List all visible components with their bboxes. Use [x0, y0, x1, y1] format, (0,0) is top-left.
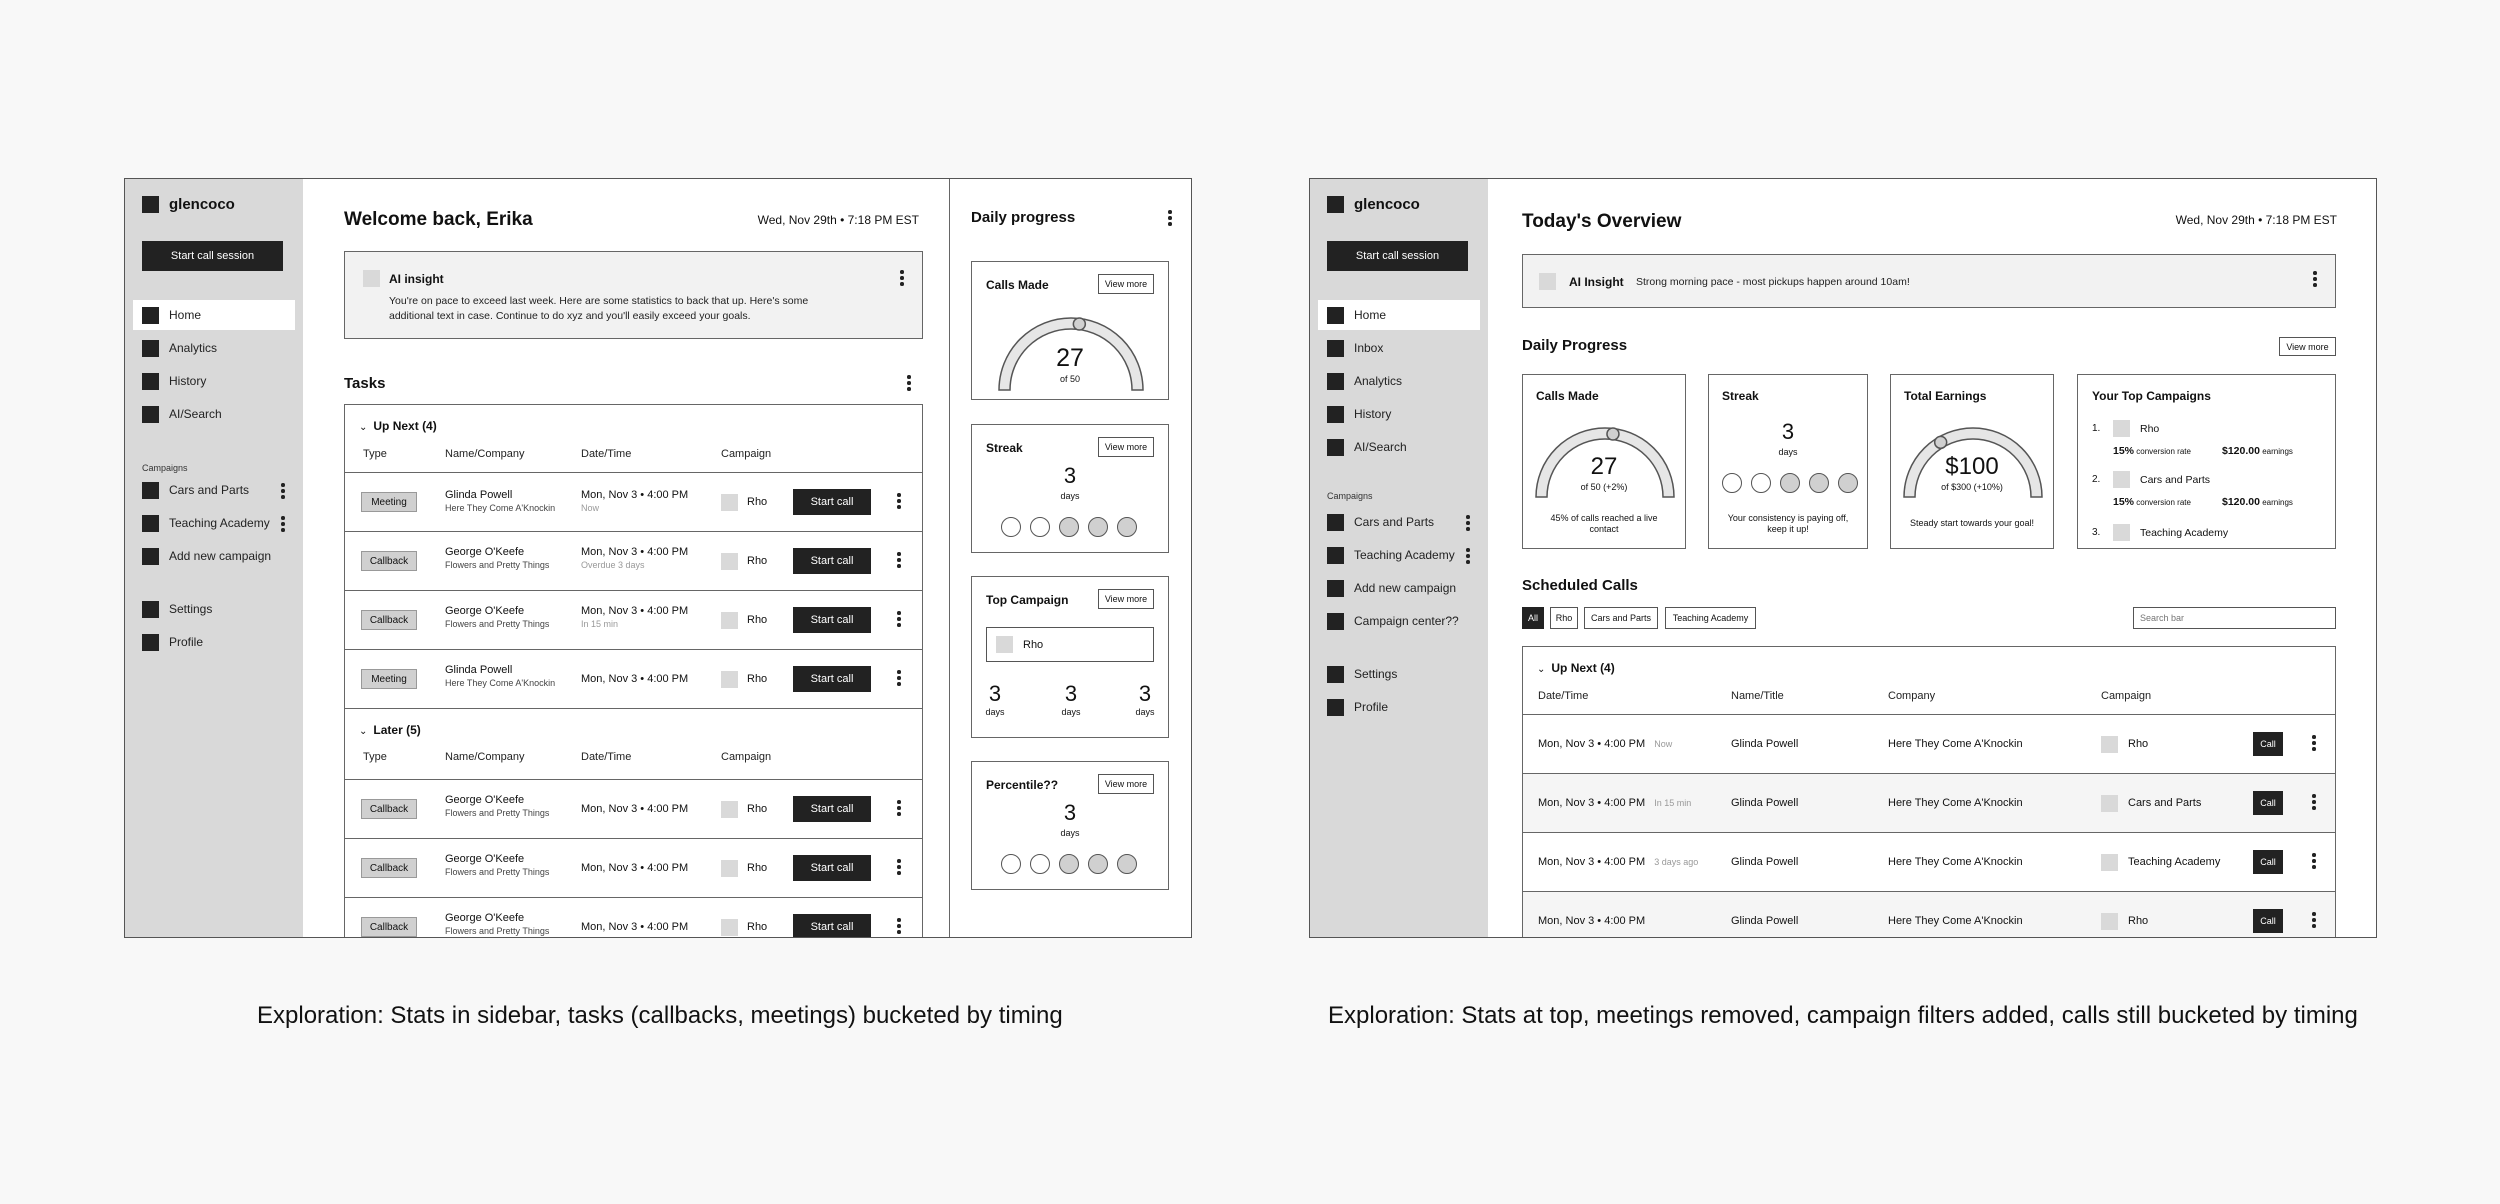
sidebar: [1310, 179, 1488, 937]
exploration-b-frame: [1309, 178, 2377, 938]
view-more-button[interactable]: View more: [1098, 437, 1154, 457]
gauge-knob: [1935, 436, 1947, 448]
ai-search-icon: [1327, 439, 1344, 456]
home-icon: [1327, 307, 1344, 324]
campaign-icon: [142, 515, 159, 532]
contact-name: Glinda Powell: [1731, 738, 1799, 750]
filter-chip-cars-and-parts[interactable]: Cars and Parts: [1584, 607, 1658, 629]
call-timing-note: Now: [1654, 739, 1673, 749]
table-row[interactable]: [1523, 773, 2335, 832]
top-campaign-name: Rho: [1023, 638, 1044, 651]
ai-insight-options-icon[interactable]: [898, 270, 906, 286]
profile-icon: [1327, 699, 1344, 716]
analytics-icon: [1327, 373, 1344, 390]
table-row[interactable]: [345, 531, 922, 590]
table-row[interactable]: [1523, 714, 2335, 773]
sidebar-item-profile[interactable]: Profile: [133, 627, 295, 657]
campaign-center-icon: [1327, 613, 1344, 630]
start-call-button[interactable]: Start call: [793, 607, 871, 633]
day-circle-filled: [1088, 854, 1108, 874]
row-options-icon[interactable]: [2310, 912, 2318, 928]
day-circle-empty: [1001, 854, 1021, 874]
sidebar: [125, 179, 303, 937]
campaign-icon: [2113, 420, 2130, 437]
type-badge: Callback: [361, 799, 417, 819]
analytics-icon: [142, 340, 159, 357]
row-options-icon[interactable]: [895, 918, 903, 934]
campaign-rank: 1.: [2092, 423, 2101, 434]
top-campaigns-title: Your Top Campaigns: [2092, 389, 2211, 403]
type-badge: Callback: [361, 610, 417, 630]
total-earnings-card: [1890, 374, 2054, 549]
chevron-down-icon: ⌄: [359, 726, 368, 737]
call-timing-note: 3 days ago: [1654, 857, 1699, 867]
day-circle-filled: [1838, 473, 1858, 493]
inbox-icon: [1327, 340, 1344, 357]
calls-made-card: [971, 261, 1169, 400]
campaign-name[interactable]: Rho: [2140, 423, 2160, 435]
contact-name: George O'Keefe: [445, 853, 525, 865]
percentile-title: Percentile??: [986, 778, 1059, 792]
later-group[interactable]: ⌄ Later (5): [359, 723, 421, 737]
stats-divider: [949, 179, 950, 937]
contact-name: George O'Keefe: [445, 794, 525, 806]
campaign-name: Rho: [747, 673, 768, 685]
call-button[interactable]: Call: [2253, 850, 2283, 874]
campaign-icon: [1327, 547, 1344, 564]
current-datetime: Wed, Nov 29th • 7:18 PM EST: [2175, 213, 2337, 227]
call-datetime: Mon, Nov 3 • 4:00 PM: [1538, 856, 1646, 868]
daily-progress-title: Daily Progress: [1522, 337, 1628, 354]
campaign-name: Rho: [747, 921, 768, 933]
call-datetime: Mon, Nov 3 • 4:00 PM: [1538, 738, 1646, 750]
earnings-value: $120.00: [2222, 445, 2260, 457]
contact-company: Here They Come A'Knockin: [1888, 738, 2023, 750]
contact-name: Glinda Powell: [445, 489, 513, 501]
contact-company: Here They Come A'Knockin: [1888, 856, 2023, 868]
campaign-name: Cars and Parts: [2128, 797, 2202, 809]
campaign-icon: [721, 671, 738, 688]
app-logo[interactable]: glencoco: [1327, 196, 1420, 213]
view-more-button[interactable]: View more: [1098, 274, 1154, 294]
call-datetime: Mon, Nov 3 • 4:00 PM: [1538, 797, 1646, 809]
search-input[interactable]: [2133, 607, 2336, 629]
day-circle-empty: [1030, 517, 1050, 537]
campaign-icon: [721, 494, 738, 511]
ai-insight-icon: [1539, 273, 1556, 290]
campaign-name[interactable]: Cars and Parts: [2140, 474, 2211, 486]
contact-company: Flowers and Pretty Things: [445, 560, 550, 570]
streak-value: 3: [1781, 419, 1795, 444]
contact-name: Glinda Powell: [1731, 915, 1799, 927]
daily-progress-options-icon[interactable]: [1166, 210, 1174, 226]
calls-made-value: 27: [1056, 344, 1084, 372]
sidebar-item-analytics[interactable]: Analytics: [1318, 366, 1480, 396]
campaign-stat-unit: days: [985, 707, 1005, 717]
col-name-company: Name/Company: [445, 751, 525, 763]
call-button[interactable]: Call: [2253, 791, 2283, 815]
task-datetime: Mon, Nov 3 • 4:00 PM: [581, 546, 689, 558]
contact-company: Here They Come A'Knockin: [445, 678, 556, 688]
row-options-icon[interactable]: [895, 800, 903, 816]
campaign-stat-unit: days: [1061, 707, 1081, 717]
start-call-button[interactable]: Start call: [793, 914, 871, 938]
call-button[interactable]: Call: [2253, 909, 2283, 933]
table-row[interactable]: [345, 897, 922, 938]
calls-made-card: [1522, 374, 1686, 549]
type-badge: Callback: [361, 551, 417, 571]
task-datetime: Mon, Nov 3 • 4:00 PM: [581, 803, 689, 815]
ai-insight-icon: [363, 270, 380, 287]
campaign-options-icon[interactable]: [1464, 548, 1472, 564]
scheduled-calls-table: [1522, 646, 2336, 938]
col-campaign: Campaign: [2101, 690, 2152, 702]
sidebar-add-new-campaign[interactable]: Add new campaign: [1318, 573, 1480, 603]
col-date-time: Date/Time: [1538, 690, 1589, 702]
type-badge: Callback: [361, 858, 417, 878]
col-date-time: Date/Time: [581, 448, 632, 460]
row-options-icon[interactable]: [895, 859, 903, 875]
sidebar-item-history[interactable]: History: [1318, 399, 1480, 429]
home-icon: [142, 307, 159, 324]
task-datetime: Mon, Nov 3 • 4:00 PM: [581, 605, 689, 617]
campaign-name: Rho: [747, 555, 768, 567]
view-more-button[interactable]: View more: [1098, 589, 1154, 609]
day-circle-filled: [1088, 517, 1108, 537]
settings-icon: [142, 601, 159, 618]
campaign-name: Rho: [747, 803, 768, 815]
ai-insight-panel: [344, 251, 923, 339]
table-row[interactable]: [345, 779, 922, 838]
sidebar-item-home[interactable]: Home: [133, 300, 295, 330]
campaign-name[interactable]: Teaching Academy: [2140, 527, 2229, 539]
tasks-options-icon[interactable]: [905, 375, 913, 391]
calls-made-goal: of 50 (+2%): [1580, 482, 1628, 492]
campaign-icon: [142, 482, 159, 499]
streak-value: 3: [1063, 463, 1077, 488]
gauge-knob: [1073, 318, 1085, 330]
sidebar-item-ai-search[interactable]: AI/Search: [1318, 432, 1480, 462]
history-icon: [142, 373, 159, 390]
campaigns-header: Campaigns: [142, 463, 188, 473]
start-call-button[interactable]: Start call: [793, 548, 871, 574]
chevron-down-icon: ⌄: [359, 422, 368, 433]
contact-company: Here They Come A'Knockin: [1888, 915, 2023, 927]
day-circle-filled: [1780, 473, 1800, 493]
sidebar-add-new-campaign[interactable]: Add new campaign: [133, 541, 295, 571]
col-company: Company: [1888, 690, 1936, 702]
filter-chip-all[interactable]: All: [1522, 607, 1544, 629]
task-datetime: Mon, Nov 3 • 4:00 PM: [581, 921, 689, 933]
campaign-icon: [721, 612, 738, 629]
campaign-icon: [2101, 736, 2118, 753]
campaign-stat-unit: days: [1135, 707, 1155, 717]
scheduled-calls-title: Scheduled Calls: [1522, 577, 1638, 594]
current-datetime: Wed, Nov 29th • 7:18 PM EST: [757, 213, 919, 227]
campaign-stat-value: 3: [988, 681, 1002, 706]
task-datetime: Mon, Nov 3 • 4:00 PM: [581, 489, 689, 501]
calls-made-title: Calls Made: [986, 278, 1049, 292]
start-call-session-button[interactable]: Start call session: [142, 241, 283, 271]
table-row[interactable]: [345, 590, 922, 649]
col-name-title: Name/Title: [1731, 690, 1784, 702]
add-campaign-icon: [1327, 580, 1344, 597]
campaign-icon: [721, 801, 738, 818]
sidebar-item-home[interactable]: Home: [1318, 300, 1480, 330]
sidebar-item-settings[interactable]: Settings: [1318, 659, 1480, 689]
contact-name: George O'Keefe: [445, 912, 525, 924]
call-timing-note: In 15 min: [1654, 798, 1692, 808]
total-earnings-goal: of $300 (+10%): [1941, 482, 2003, 492]
day-circle-filled: [1059, 517, 1079, 537]
ai-search-icon: [142, 406, 159, 423]
campaign-icon: [2101, 913, 2118, 930]
contact-name: Glinda Powell: [445, 664, 513, 676]
view-more-button[interactable]: View more: [2279, 337, 2336, 356]
earnings-value: $120.00: [2222, 496, 2260, 508]
top-campaign-title: Top Campaign: [986, 593, 1069, 607]
calls-made-goal: of 50: [1059, 374, 1081, 384]
tasks-title: Tasks: [344, 375, 386, 392]
streak-unit: days: [1060, 491, 1080, 501]
col-campaign: Campaign: [721, 448, 772, 460]
sidebar-item-inbox[interactable]: Inbox: [1318, 333, 1480, 363]
view-more-button[interactable]: View more: [1098, 774, 1154, 794]
sidebar-campaign-cars-and-parts[interactable]: Cars and Parts: [133, 475, 295, 505]
sidebar-campaign-teaching-academy[interactable]: Teaching Academy: [133, 508, 295, 538]
col-type: Type: [363, 448, 387, 460]
task-datetime: Mon, Nov 3 • 4:00 PM: [581, 673, 689, 685]
streak-note: Your consistency is paying off, keep it up!: [1727, 513, 1849, 535]
campaign-options-icon[interactable]: [279, 516, 287, 532]
type-badge: Meeting: [361, 669, 417, 689]
campaign-icon: [1327, 514, 1344, 531]
contact-name: George O'Keefe: [445, 546, 525, 558]
caption-exploration-b: Exploration: Stats at top, meetings removed, campaign filters added, calls still bucketed by timing: [1328, 1002, 2358, 1029]
table-row[interactable]: [1523, 891, 2335, 938]
campaign-icon: [2101, 795, 2118, 812]
campaign-name: Rho: [747, 496, 768, 508]
sidebar-campaign-center[interactable]: Campaign center??: [1318, 606, 1480, 636]
ai-insight-title: AI Insight: [1569, 275, 1624, 289]
conversion-rate-label: conversion rate: [2136, 447, 2191, 456]
campaign-icon: [721, 860, 738, 877]
up-next-group[interactable]: ⌄ Up Next (4): [359, 419, 437, 433]
ai-insight-panel: [1522, 254, 2336, 308]
contact-company: Here They Come A'Knockin: [445, 503, 556, 513]
gauge-knob: [1607, 428, 1619, 440]
conversion-rate-value: 15%: [2113, 445, 2135, 457]
start-call-button[interactable]: Start call: [793, 796, 871, 822]
profile-icon: [142, 634, 159, 651]
percentile-card: [971, 761, 1169, 890]
campaign-options-icon[interactable]: [279, 483, 287, 499]
campaign-icon: [2113, 524, 2130, 541]
start-call-button[interactable]: Start call: [793, 489, 871, 515]
task-timing-note: Now: [581, 503, 600, 513]
campaign-name: Rho: [2128, 915, 2149, 927]
contact-company: Flowers and Pretty Things: [445, 808, 550, 818]
row-options-icon[interactable]: [895, 493, 903, 509]
calls-made-note: 45% of calls reached a live contact: [1550, 513, 1658, 535]
task-timing-note: In 15 min: [581, 619, 619, 629]
start-call-button[interactable]: Start call: [793, 666, 871, 692]
total-earnings-title: Total Earnings: [1904, 389, 1987, 403]
task-timing-note: Overdue 3 days: [581, 560, 645, 570]
daily-progress-title: Daily progress: [971, 209, 1076, 226]
ai-insight-options-icon[interactable]: [2311, 271, 2319, 287]
sidebar-campaign-teaching-academy[interactable]: Teaching Academy: [1318, 540, 1480, 570]
logo-icon: [1327, 196, 1344, 213]
start-call-button[interactable]: Start call: [793, 855, 871, 881]
calls-made-title: Calls Made: [1536, 389, 1599, 403]
campaign-name: Teaching Academy: [2128, 856, 2221, 868]
task-datetime: Mon, Nov 3 • 4:00 PM: [581, 862, 689, 874]
call-button[interactable]: Call: [2253, 732, 2283, 756]
settings-icon: [1327, 666, 1344, 683]
row-options-icon[interactable]: [895, 611, 903, 627]
streak-card: [971, 424, 1169, 553]
total-earnings-value: $100: [1945, 453, 1999, 480]
start-call-session-button[interactable]: Start call session: [1327, 241, 1468, 271]
earnings-label: earnings: [2262, 447, 2293, 456]
sidebar-item-ai-search[interactable]: AI/Search: [133, 399, 295, 429]
contact-name: Glinda Powell: [1731, 856, 1799, 868]
history-icon: [1327, 406, 1344, 423]
row-options-icon[interactable]: [2310, 735, 2318, 751]
earnings-label: earnings: [2262, 498, 2293, 507]
contact-name: Glinda Powell: [1731, 797, 1799, 809]
streak-card: [1708, 374, 1868, 549]
day-circle-empty: [1030, 854, 1050, 874]
logo-icon: [142, 196, 159, 213]
percentile-indicator: [1001, 854, 1137, 874]
page-title: Welcome back, Erika: [344, 209, 533, 230]
contact-name: George O'Keefe: [445, 605, 525, 617]
col-date-time: Date/Time: [581, 751, 632, 763]
sidebar-item-profile[interactable]: Profile: [1318, 692, 1480, 722]
call-datetime: Mon, Nov 3 • 4:00 PM: [1538, 915, 1646, 927]
up-next-group[interactable]: ⌄ Up Next (4): [1537, 661, 1615, 675]
ai-insight-text: Strong morning pace - most pickups happen around 10am!: [1636, 276, 1910, 288]
add-campaign-icon: [142, 548, 159, 565]
row-options-icon[interactable]: [895, 552, 903, 568]
campaign-name: Rho: [2128, 738, 2149, 750]
contact-company: Flowers and Pretty Things: [445, 619, 550, 629]
sidebar-campaign-cars-and-parts[interactable]: Cars and Parts: [1318, 507, 1480, 537]
campaign-icon: [2101, 854, 2118, 871]
chevron-down-icon: ⌄: [1537, 664, 1546, 675]
filter-chip-teaching-academy[interactable]: Teaching Academy: [1665, 607, 1756, 629]
campaign-options-icon[interactable]: [1464, 515, 1472, 531]
streak-unit: days: [1778, 447, 1798, 457]
ai-insight-text: You're on pace to exceed last week. Here are some statistics to back that up. Here's some additional text in case. Continue to do xyz and you'll easily exceed your goals.: [389, 295, 809, 322]
day-circle-filled: [1059, 854, 1079, 874]
day-circle-filled: [1117, 854, 1137, 874]
row-options-icon[interactable]: [895, 670, 903, 686]
day-circle-empty: [1751, 473, 1771, 493]
streak-days-indicator: [1001, 517, 1137, 537]
campaign-icon: [2113, 471, 2130, 488]
day-circle-filled: [1117, 517, 1137, 537]
contact-company: Flowers and Pretty Things: [445, 867, 550, 877]
campaign-icon: [721, 919, 738, 936]
exploration-a-frame: [124, 178, 1192, 938]
sidebar-item-history[interactable]: History: [133, 366, 295, 396]
table-row[interactable]: [345, 838, 922, 897]
percentile-unit: days: [1060, 828, 1080, 838]
top-campaigns-card: [2077, 374, 2336, 549]
table-row[interactable]: [345, 649, 922, 708]
top-campaign-card: [971, 576, 1169, 738]
col-name-company: Name/Company: [445, 448, 525, 460]
contact-company: Flowers and Pretty Things: [445, 926, 550, 936]
filter-chip-rho[interactable]: Rho: [1550, 607, 1578, 629]
streak-days-indicator: [1722, 473, 1858, 493]
campaign-stat-value: 3: [1138, 681, 1152, 706]
page-title: Today's Overview: [1522, 211, 1682, 232]
campaign-name: Rho: [747, 614, 768, 626]
conversion-rate-label: conversion rate: [2136, 498, 2191, 507]
table-row[interactable]: [345, 472, 922, 531]
percentile-value: 3: [1063, 800, 1077, 825]
row-options-icon[interactable]: [2310, 853, 2318, 869]
sidebar-item-analytics[interactable]: Analytics: [133, 333, 295, 363]
calls-made-value: 27: [1590, 453, 1618, 480]
contact-company: Here They Come A'Knockin: [1888, 797, 2023, 809]
conversion-rate-value: 15%: [2113, 496, 2135, 508]
type-badge: Callback: [361, 917, 417, 937]
campaign-rank: 2.: [2092, 474, 2101, 485]
later-group-header: [345, 708, 922, 768]
campaign-rank: 3.: [2092, 527, 2101, 538]
streak-title: Streak: [986, 441, 1023, 455]
caption-exploration-a: Exploration: Stats in sidebar, tasks (callbacks, meetings) bucketed by timing: [257, 1002, 1063, 1029]
sidebar-item-settings[interactable]: Settings: [133, 594, 295, 624]
total-earnings-note: Steady start towards your goal!: [1909, 518, 2035, 528]
day-circle-empty: [1722, 473, 1742, 493]
table-row[interactable]: [1523, 832, 2335, 891]
ai-insight-title: AI insight: [389, 272, 444, 286]
campaign-icon: [721, 553, 738, 570]
campaign-stat-value: 3: [1064, 681, 1078, 706]
campaigns-header: Campaigns: [1327, 491, 1373, 501]
top-campaign-box[interactable]: [986, 627, 1154, 662]
streak-title: Streak: [1722, 389, 1759, 403]
col-type: Type: [363, 751, 387, 763]
day-circle-empty: [1001, 517, 1021, 537]
campaign-icon: [996, 636, 1013, 653]
campaign-name: Rho: [747, 862, 768, 874]
day-circle-filled: [1809, 473, 1829, 493]
row-options-icon[interactable]: [2310, 794, 2318, 810]
col-campaign: Campaign: [721, 751, 772, 763]
app-logo[interactable]: glencoco: [142, 196, 235, 213]
type-badge: Meeting: [361, 492, 417, 512]
tasks-table: [344, 404, 923, 938]
